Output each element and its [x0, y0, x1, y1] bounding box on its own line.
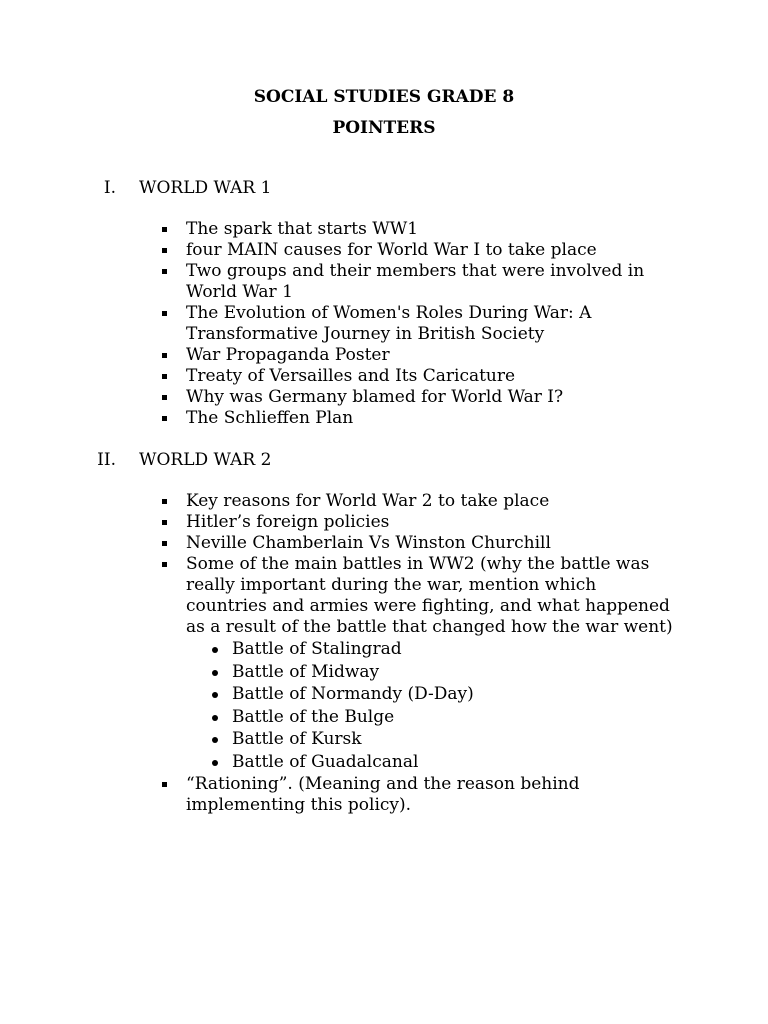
round-bullet-icon: [212, 715, 218, 721]
list-item-text: War Propaganda Poster: [186, 345, 390, 365]
battle-item: [186, 638, 680, 661]
square-bullet-icon: [162, 353, 167, 358]
list-item-text: four MAIN causes for World War I to take place: [186, 240, 597, 260]
list-item: [160, 491, 680, 512]
list-item-text: The Evolution of Women's Roles During War: A Transformative Journey in British Society: [186, 303, 592, 344]
list-item-text: Key reasons for World War 2 to take place: [186, 491, 550, 511]
list-item: [160, 261, 680, 303]
square-bullet-icon: [162, 248, 167, 253]
battle-item: [186, 706, 680, 729]
round-bullet-icon: [212, 737, 218, 743]
section-list: [160, 491, 680, 816]
square-bullet-icon: [162, 311, 167, 316]
list-item: [160, 774, 680, 816]
list-item-text: Two groups and their members that were involved in World War 1: [186, 261, 645, 302]
list-item-text: Neville Chamberlain Vs Winston Churchill: [186, 533, 551, 553]
section-list: [160, 219, 680, 429]
square-bullet-icon: [162, 562, 167, 567]
battle-name: Battle of Stalingrad: [232, 639, 402, 659]
battles-list: [186, 638, 680, 774]
list-item-text: The spark that starts WW1: [186, 219, 419, 239]
round-bullet-icon: [212, 760, 218, 766]
battle-name: Battle of Kursk: [232, 729, 362, 750]
round-bullet-icon: [212, 692, 218, 698]
square-bullet-icon: [162, 269, 167, 274]
section-title: WORLD WAR 2: [139, 450, 272, 470]
list-item: [160, 387, 680, 408]
list-item: [160, 240, 680, 261]
list-item-text: “Rationing”. (Meaning and the reason behind implementing this policy).: [186, 773, 580, 815]
list-item-text: Some of the main battles in WW2 (why the battle was really important during the war, mention which countries and armies were fighting, and what happened as a result of the battle that changed how the war went): [186, 554, 673, 637]
document-title: SOCIAL STUDIES GRADE 8: [253, 87, 515, 107]
section-title: WORLD WAR 1: [139, 178, 272, 198]
square-bullet-icon: [162, 416, 167, 421]
list-item: [160, 554, 680, 774]
list-item: [160, 219, 680, 240]
document-subtitle: POINTERS: [332, 118, 436, 138]
list-item-text: Hitler’s foreign policies: [186, 512, 390, 532]
square-bullet-icon: [162, 499, 167, 504]
battle-name: Battle of Midway: [232, 661, 380, 682]
battle-item: [186, 751, 680, 774]
list-item: [160, 512, 680, 533]
round-bullet-icon: [212, 647, 218, 653]
list-item-text: Treaty of Versailles and Its Caricature: [186, 366, 516, 386]
battle-name: Battle of Guadalcanal: [232, 751, 419, 772]
battle-item: [186, 728, 680, 751]
battle-name: Battle of Normandy (D-Day): [232, 684, 474, 705]
square-bullet-icon: [162, 782, 167, 787]
square-bullet-icon: [162, 520, 167, 525]
round-bullet-icon: [212, 670, 218, 676]
list-item: [160, 303, 680, 345]
square-bullet-icon: [162, 395, 167, 400]
square-bullet-icon: [162, 374, 167, 379]
list-item-text: Why was Germany blamed for World War I?: [186, 387, 564, 407]
list-item: [160, 366, 680, 387]
list-item-text: The Schlieffen Plan: [186, 408, 354, 428]
list-item: [160, 345, 680, 366]
list-item: [160, 408, 680, 429]
section-numeral: I.: [103, 178, 116, 198]
section-numeral: II.: [97, 450, 116, 470]
list-item: [160, 533, 680, 554]
battle-item: [186, 683, 680, 706]
square-bullet-icon: [162, 227, 167, 232]
battle-item: [186, 661, 680, 684]
battle-name: Battle of the Bulge: [232, 706, 395, 727]
square-bullet-icon: [162, 541, 167, 546]
